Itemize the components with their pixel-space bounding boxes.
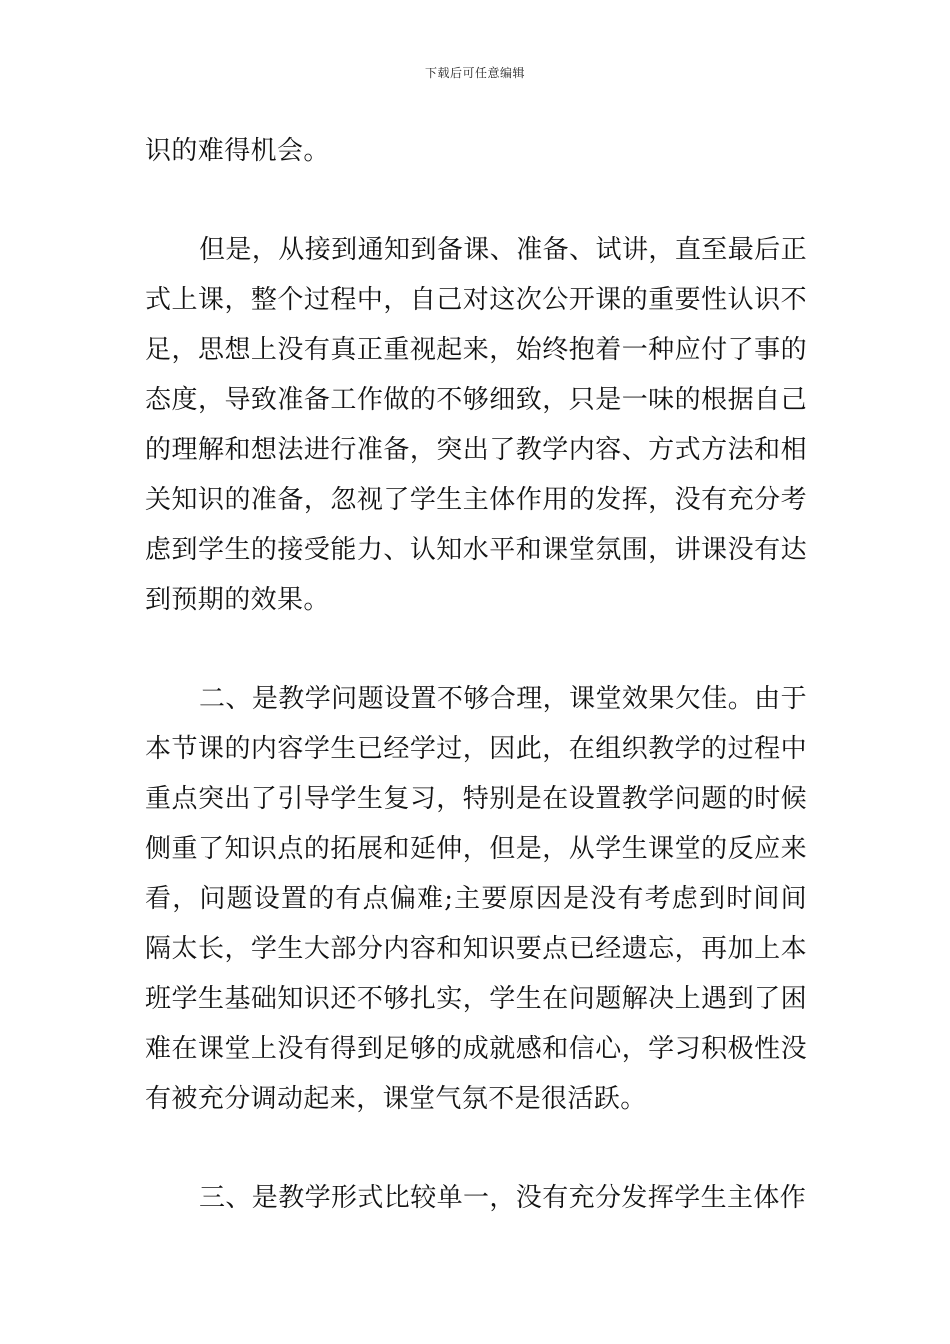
paragraph-3: 二、是教学问题设置不够合理，课堂效果欠佳。由于本节课的内容学生已经学过，因此，在组织教学的过程中重点突出了引导学生复习，特别是在设置教学问题的时候侧重了知识点的拓展和延伸，但是，从学生课堂的反应来看，问题设置的有点偏难;主要原因是没有考虑到时间间隔太长，学生大部分内容和知识要点已经遗忘，再加上本班学生基础知识还不够扎实，学生在问题解决上遇到了困难在课堂上没有得到足够的成就感和信心，学习积极性没有被充分调动起来，课堂气氛不是很活跃。 — [145, 684, 807, 1114]
paragraph-spacer — [145, 1124, 807, 1173]
paragraph-2: 但是，从接到通知到备课、准备、试讲，直至最后正式上课，整个过程中，自己对这次公开课的重要性认识不足，思想上没有真正重视起来，始终抱着一种应付了事的态度，导致准备工作做的不够细致，只是一味的根据自己的理解和想法进行准备，突出了教学内容、方式方法和相关知识的准备，忽视了学生主体作用的发挥，没有充分考虑到学生的接受能力、认知水平和课堂氛围，讲课没有达到预期的效果。 — [145, 235, 807, 615]
paragraph-spacer — [145, 625, 807, 674]
paragraph-4: 三、是教学形式比较单一，没有充分发挥学生主体作 — [199, 1183, 807, 1213]
paragraph-1: 识的难得机会。 — [145, 136, 330, 166]
page-header: 下载后可任意编辑 — [424, 66, 525, 80]
paragraph-spacer — [145, 176, 807, 225]
document-body — [145, 126, 807, 1223]
